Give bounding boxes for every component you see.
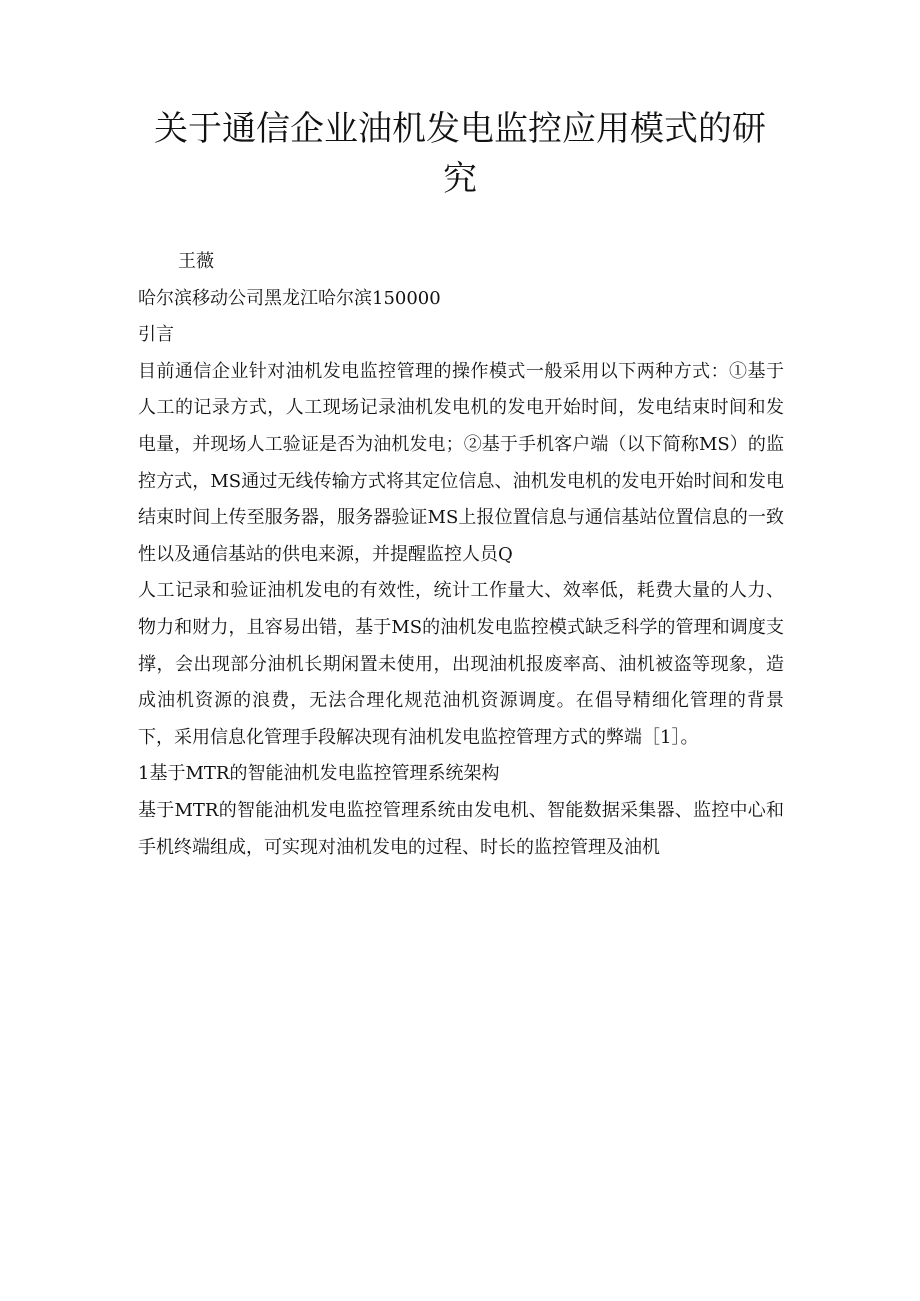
section-heading-introduction: 引言 — [138, 324, 174, 346]
paragraph: 基于MTR的智能油机发电监控管理系统由发电机、智能数据采集器、监控中心和手机终端组成，可实现对油机发电的过程、时长的监控管理及油机 — [138, 799, 784, 858]
section-heading-architecture: 1基于MTR的智能油机发电监控管理系统架构 — [138, 763, 500, 785]
author-name: 王薇 — [178, 251, 214, 272]
paper-body — [138, 244, 784, 866]
paragraph: 目前通信企业针对油机发电监控管理的操作模式一般采用以下两种方式：①基于人工的记录方式，人工现场记录油机发电机的发电开始时间，发电结束时间和发电量，并现场人工验证是否为油机发电；②基于手机客户端（以下简称MS）的监控方式，MS通过无线传输方式将其定位信息、油机发电机的发电开始时间和发电结束时间上传至服务器，服务器验证MS上报位置信息与通信基站位置信息的一致性以及通信基站的供电来源，并提醒监控人员Q — [138, 360, 784, 565]
paper-title: 关于通信企业油机发电监控应用模式的研究 — [154, 109, 766, 199]
paragraph: 人工记录和验证油机发电的有效性，统计工作量大、效率低，耗费大量的人力、物力和财力，且容易出错，基于MS的油机发电监控模式缺乏科学的管理和调度支撑，会出现部分油机长期闲置未使用，出现油机报废率高、油机被盗等现象，造成油机资源的浪费，无法合理化规范油机资源调度。在倡导精细化管理的背景下，采用信息化管理手段解决现有油机发电监控管理方式的弊端［1］。 — [138, 580, 784, 748]
author-affiliation: 哈尔滨移动公司黑龙江哈尔滨150000 — [138, 287, 441, 309]
